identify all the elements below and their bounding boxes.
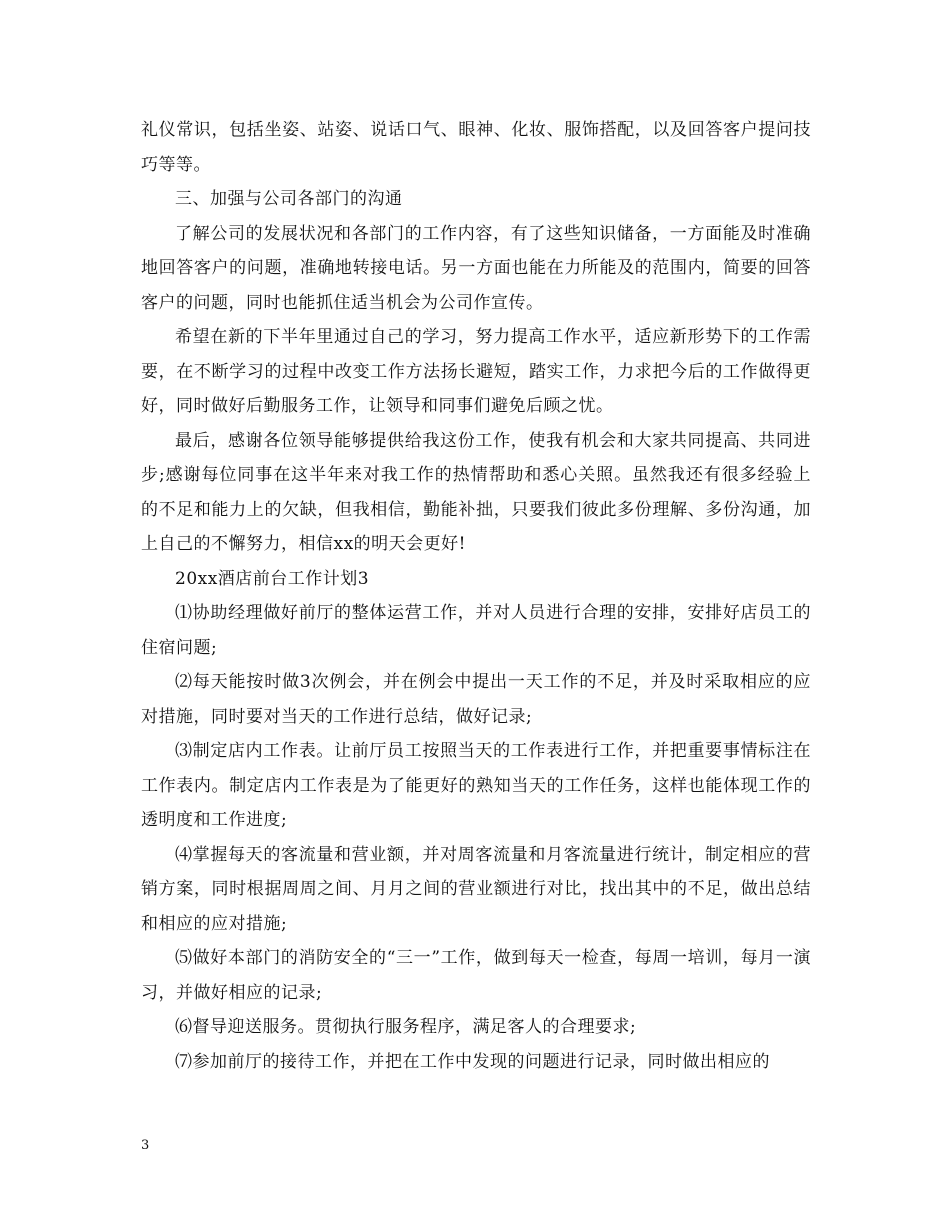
list-item-5: ⑸做好本部门的消防安全的“三一”工作，做到每天一检查，每周一培训，每月一演习，并做好相应的记录; bbox=[141, 948, 811, 1003]
paragraph-hopes: 希望在新的下半年里通过自己的学习，努力提高工作水平，适应新形势下的工作需要，在不断学习的过程中改变工作方法扬长避短，踏实工作，力求把今后的工作做得更好，同时做好后勤服务工作，让领导和同事们避免后顾之忧。 bbox=[141, 327, 811, 416]
paragraph-company-knowledge: 了解公司的发展状况和各部门的工作内容，有了这些知识储备，一方面能及时准确地回答客户的问题，准确地转接电话。另一方面也能在力所能及的范围内，简要的回答客户的问题，同时也能抓住适当机会为公司作宣传。 bbox=[141, 223, 811, 313]
section-heading-communication: 三、加强与公司各部门的沟通 bbox=[175, 189, 403, 209]
paragraph-etiquette: 礼仪常识，包括坐姿、站姿、说话口气、眼神、化妆、服饰搭配，以及回答客户提问技巧等等。 bbox=[141, 120, 811, 175]
list-item-2: ⑵每天能按时做3次例会，并在例会中提出一天工作的不足，并及时采取相应的应对措施，同时要对当天的工作进行总结，做好记录; bbox=[141, 672, 811, 727]
list-item-6: ⑹督导迎送服务。贯彻执行服务程序，满足客人的合理要求; bbox=[175, 1017, 637, 1037]
list-item-1: ⑴协助经理做好前厅的整体运营工作，并对人员进行合理的安排，安排好店员工的住宿问题; bbox=[141, 603, 811, 658]
list-item-3: ⑶制定店内工作表。让前厅员工按照当天的工作表进行工作，并把重要事情标注在工作表内。制定店内工作表是为了能更好的熟知当天的工作任务，这样也能体现工作的透明度和工作进度; bbox=[141, 741, 811, 830]
document-body bbox=[141, 113, 811, 1079]
list-item-4: ⑷掌握每天的客流量和营业额，并对周客流量和月客流量进行统计，制定相应的营销方案，同时根据周周之间、月月之间的营业额进行对比，找出其中的不足，做出总结和相应的应对措施; bbox=[141, 844, 811, 934]
paragraph-thanks: 最后，感谢各位领导能够提供给我这份工作，使我有机会和大家共同提高、共同进步;感谢每位同事在这半年来对我工作的热情帮助和悉心关照。虽然我还有很多经验上的不足和能力上的欠缺，但我相信，勤能补拙，只要我们彼此多份理解、多份沟通，加上自己的不懈努力，相信xx的明天会更好! bbox=[141, 430, 811, 554]
page-number: 3 bbox=[141, 1138, 150, 1153]
section-heading-plan-3: 20xx酒店前台工作计划3 bbox=[175, 568, 370, 589]
list-item-7: ⑺参加前厅的接待工作，并把在工作中发现的问题进行记录，同时做出相应的 bbox=[175, 1051, 770, 1072]
